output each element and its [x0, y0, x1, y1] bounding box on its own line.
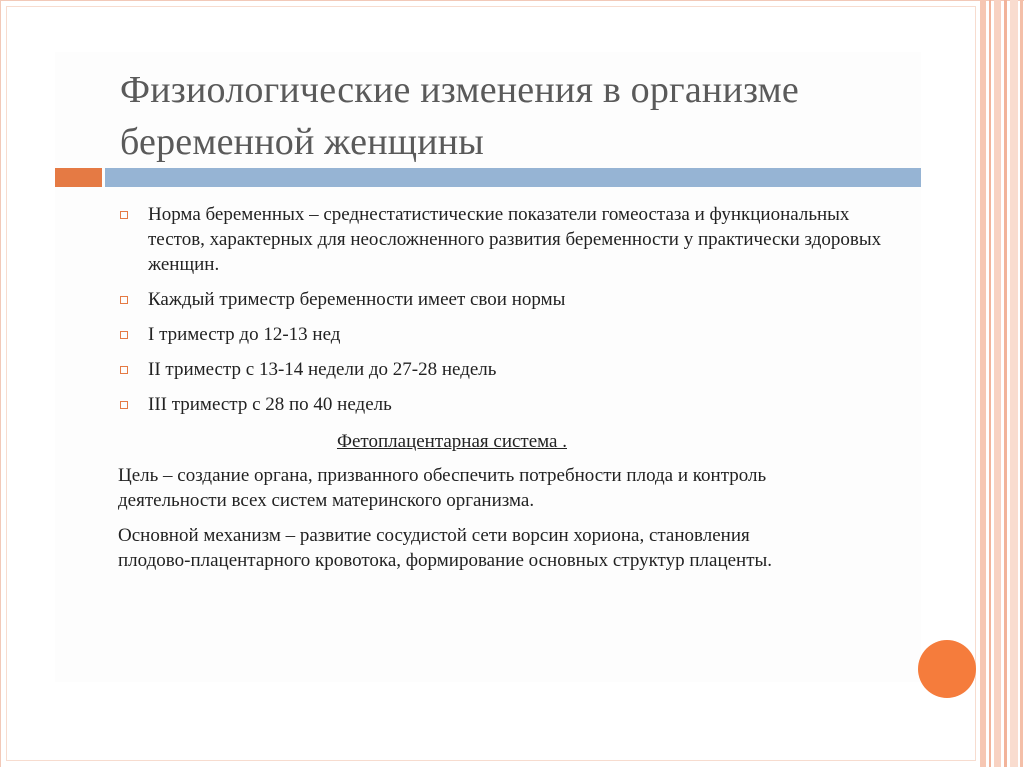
- stripe: [980, 0, 986, 767]
- list-item: [112, 322, 892, 347]
- list-item: [112, 202, 892, 277]
- list-item: [112, 357, 892, 382]
- bullet-text: III триместр с 28 по 40 недель: [148, 394, 392, 415]
- square-bullet-icon: [120, 296, 128, 304]
- bullet-text: Норма беременных – среднестатистические показатели гомеостаза и функциональных тестов, характерных для неосложненного развития беременности у практически здоровых женщин.: [148, 204, 882, 275]
- paragraph-mechanism: Основной механизм – развитие сосудистой сети ворсин хориона, становления плодово-плацентарного кровотока, формирование основных структур плаценты.: [118, 525, 773, 571]
- title-accent-blue: [105, 168, 921, 187]
- stripe: [989, 0, 991, 767]
- section-subheading: Фетоплацентарная система .: [336, 431, 567, 452]
- square-bullet-icon: [120, 366, 128, 374]
- square-bullet-icon: [120, 401, 128, 409]
- decorative-stripes: [980, 0, 1024, 767]
- bullet-list: [112, 202, 892, 427]
- stripe: [1004, 0, 1007, 767]
- paragraph-goal: Цель – создание органа, призванного обеспечить потребности плода и контроль деятельности всех систем материнского организма.: [118, 465, 767, 511]
- bullet-text: Каждый триместр беременности имеет свои нормы: [148, 289, 566, 310]
- square-bullet-icon: [120, 331, 128, 339]
- bullet-text: I триместр до 12-13 нед: [148, 324, 341, 345]
- orange-circle-decoration: [918, 640, 976, 698]
- stripe: [1020, 0, 1023, 767]
- list-item: [112, 287, 892, 312]
- stripe: [1010, 0, 1018, 767]
- bullet-text: II триместр с 13-14 недели до 27-28 недель: [148, 359, 497, 380]
- stripe: [994, 0, 1001, 767]
- slide-title: Физиологические изменения в организме беременной женщины: [120, 69, 799, 163]
- square-bullet-icon: [120, 211, 128, 219]
- title-accent-orange: [55, 168, 102, 187]
- list-item: [112, 392, 892, 417]
